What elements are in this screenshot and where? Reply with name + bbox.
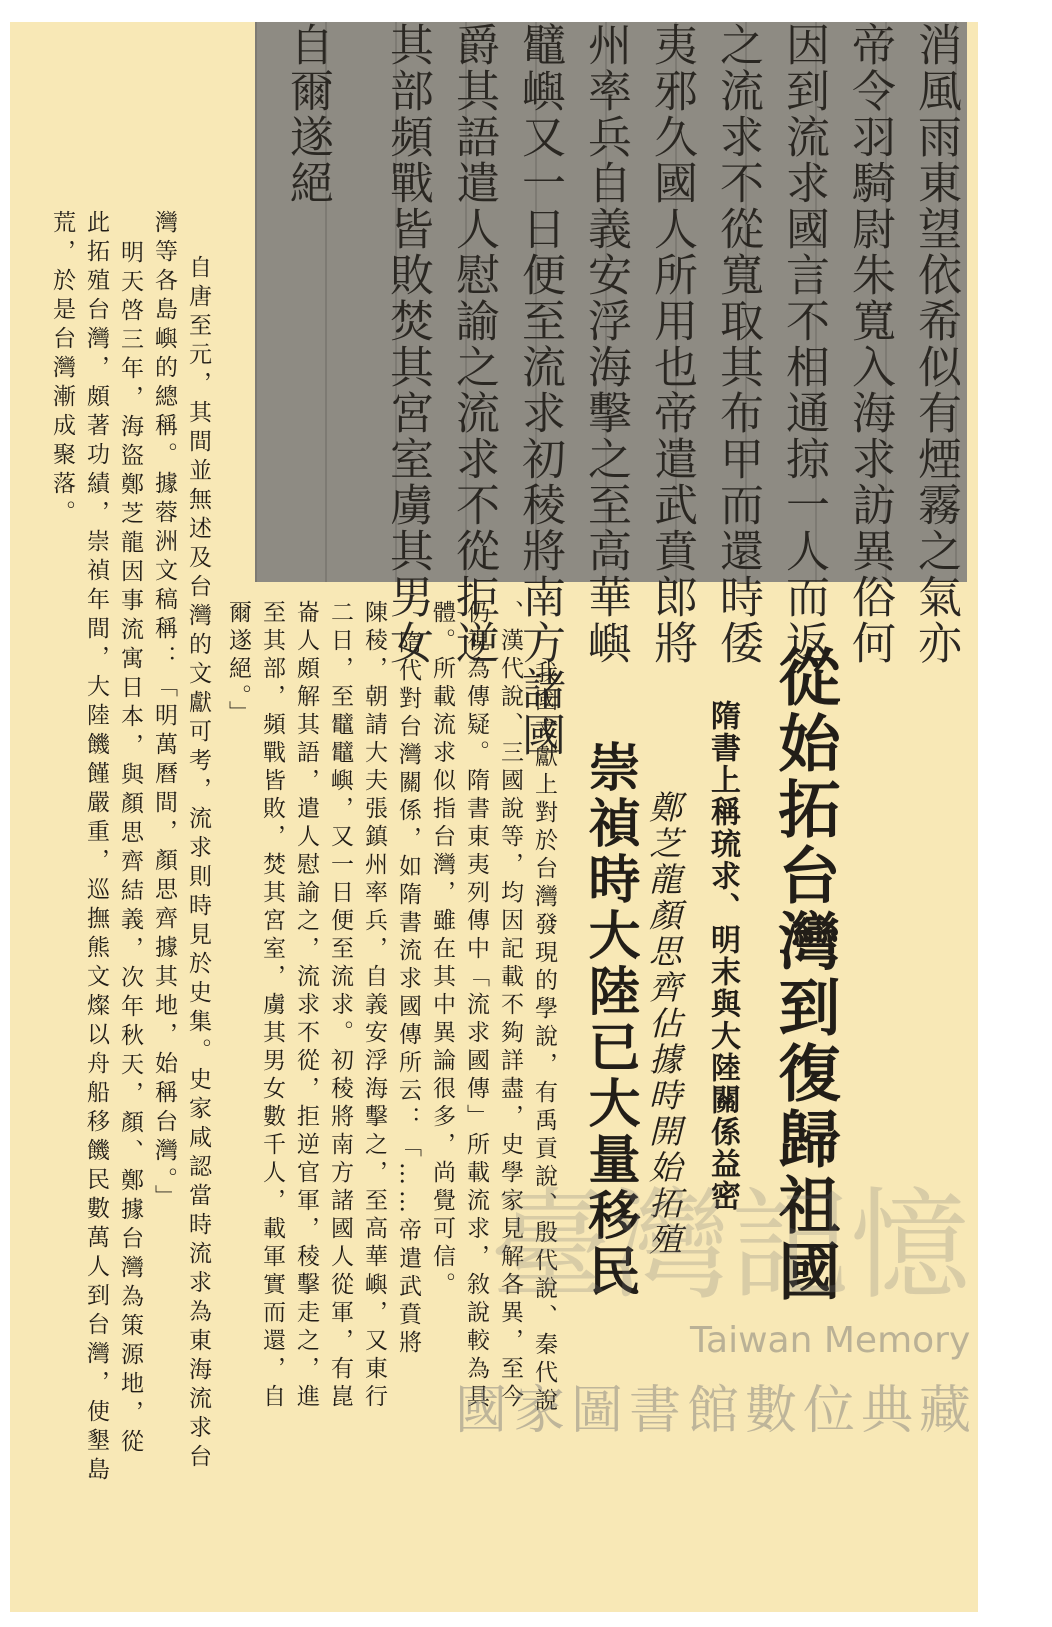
body-column: 體。所載流求似指台灣，雖在其中異論很多，尚覺可信。 xyxy=(429,600,455,1300)
body-column: 崙人頗解其語，遣人慰諭之，流求不從，拒逆官軍，稜擊走之，進 xyxy=(293,600,319,1412)
side-column: 自唐至元，其間並無述及台灣的文獻可考，流求則時見於史集。史家咸認當時流求為東海流求台 xyxy=(185,255,211,1473)
photo-text-column: 帝令羽騎尉朱寬入海求訪異俗何 xyxy=(844,22,895,666)
side-column: 明天啓三年，海盜鄭芝龍因事流寓日本，與顏思齊結義，次年秋天，顏、鄭據台灣為策源地，從 xyxy=(117,240,143,1458)
body-column: 至其部，頻戰皆敗，焚其宮室，虜其男女數千人，載軍實而還，自 xyxy=(259,600,285,1412)
side-column: 灣等各島嶼的總稱。據蓉洲文稿稱：「明萬曆間，顏思齊據其地，始稱台灣。」 xyxy=(151,210,177,1214)
body-column: 二日，至鼊鼊嶼，又一日便至流求。初稜將南方諸國人從軍，有崑 xyxy=(327,600,353,1412)
taiwan-memory-logo: 臺灣記憶 xyxy=(490,1177,970,1316)
watermark-english: Taiwan Memory xyxy=(690,1320,971,1361)
headline: 從始拓台灣到復歸祖國 xyxy=(768,645,841,1305)
photo-text-column: 夷邪久國人所用也帝遣武賁郎將 xyxy=(646,22,697,666)
side-column: 此拓殖台灣，頗著功績，崇禎年間，大陸饑饉嚴重，巡撫熊文燦以舟船移饑民數萬人到台灣，使墾島 xyxy=(83,210,109,1486)
watermark-chinese: 國家圖書館數位典藏 xyxy=(455,1381,978,1441)
side-column: 荒，於是台灣漸成聚落。 xyxy=(49,210,75,529)
handwritten-caption: 鄭芝龍顏思齊佔據時開始拓殖 xyxy=(644,790,683,1258)
body-column: 仍視為傳疑。隋書東夷列傳中「流求國傳」所載流求，敘說較為具 xyxy=(463,600,489,1412)
photo-text-column: 其部頻戰皆敗焚其宮室虜其男女 xyxy=(382,22,433,666)
photo-text-column: 鼊嶼又一日便至流求初稜將南方諸國 xyxy=(514,22,565,758)
photo-text-column: 州率兵自義安浮海擊之至高華嶼 xyxy=(580,22,631,666)
body-column: 隋代對台灣關係，如隋書流求國傳所云：「……帝遣武賁將 xyxy=(395,630,421,1358)
second-headline: 崇禎時大陸已大量移民 xyxy=(579,740,639,1300)
photo-text-column: 自爾遂絕 xyxy=(282,22,333,206)
body-column: 、漢代說、三國說等，均因記載不夠詳盡，史學家見解各異，至今 xyxy=(497,600,523,1412)
photo-text-column: 之流求不從寬取其布甲而還時倭 xyxy=(712,22,763,666)
photo-text-column: 消風雨東望依希似有煙霧之氣亦 xyxy=(910,22,961,666)
subheadline: 隋書上稱琉求、明末與大陸關係益密 xyxy=(705,700,740,1212)
body-column: 我國文獻上對於台灣發現的學說，有禹貢說、殷代說、秦代說 xyxy=(531,660,557,1416)
photo-text-column: 爵其語遣人慰諭之流求不從拒逆 xyxy=(448,22,499,666)
historical-document-photo xyxy=(255,22,967,758)
body-column: 陳稜，朝請大夫張鎮州率兵，自義安浮海擊之，至高華嶼，又東行 xyxy=(361,600,387,1412)
photo-text-column: 因到流求國言不相通掠一人而返 xyxy=(778,22,829,666)
body-column: 爾遂絕。」 xyxy=(225,600,251,729)
